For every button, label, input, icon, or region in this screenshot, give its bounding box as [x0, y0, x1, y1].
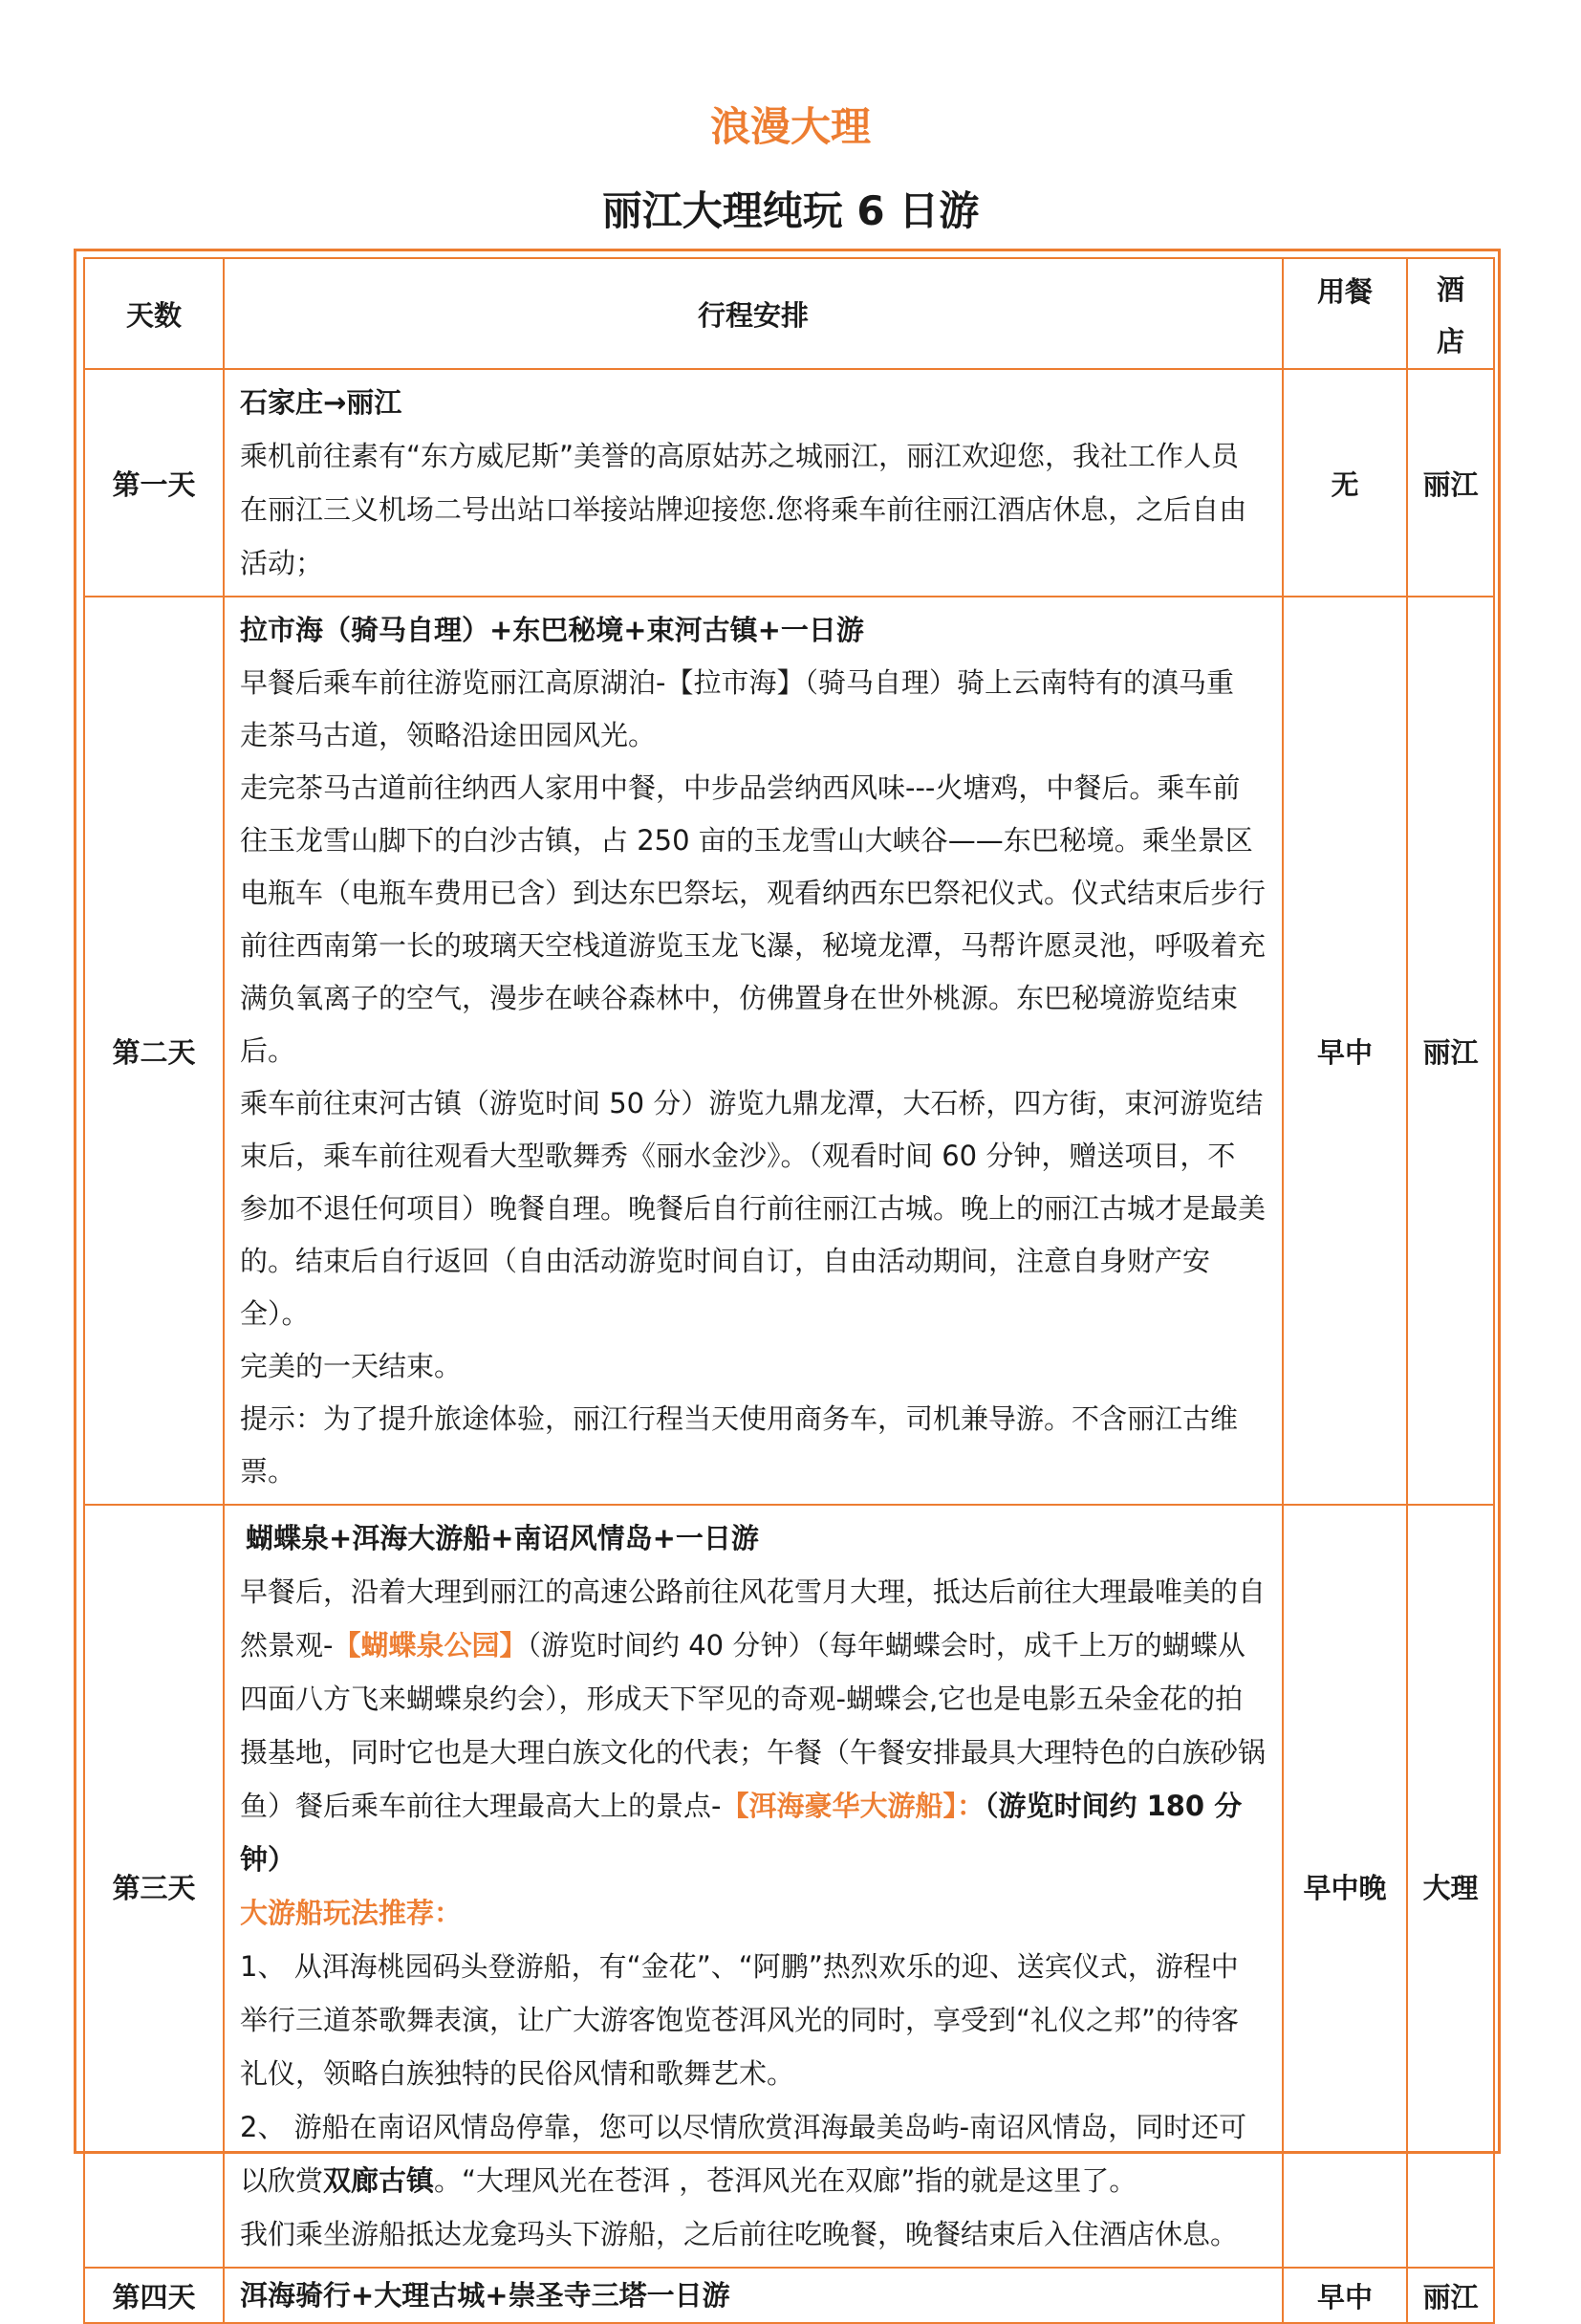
plan-heading: 石家庄→丽江 [240, 386, 402, 419]
highlight-spot: 【洱海豪华大游船】： [721, 1790, 985, 1822]
meal-cell: 早中晚 [1283, 1505, 1407, 2268]
day-label: 第三天 [84, 1505, 224, 2268]
plan-line: 提示：为了提升旅途体验，丽江行程当天使用商务车，司机兼导游。不含丽江古维票。 [240, 1402, 1239, 1488]
itinerary-table [83, 257, 1495, 2324]
plan-line: 往玉龙雪山脚下的白沙古镇，占 250 亩的玉龙雪山大峡谷——东巴秘境。乘坐景区 [240, 824, 1253, 857]
table-row [84, 369, 1494, 597]
plan-line: 我们乘坐游船抵达龙龛玛头下游船，之后前往吃晚餐，晚餐结束后入住酒店休息。 [240, 2218, 1239, 2250]
header-hotel-line2: 店 [1436, 325, 1464, 358]
plan-line [240, 1779, 1268, 1833]
plan-line: 的。结束后自行返回（自由活动游览时间自订，自由活动期间，注意自身财产安全）。 [240, 1245, 1211, 1330]
document-subtitle: 丽江大理纯玩 6 日游 [601, 187, 980, 234]
plan-line: 前往西南第一长的玻璃天空栈道游览玉龙飞瀑，秘境龙潭，马帮许愿灵池，呼吸着充 [240, 929, 1267, 962]
plan-line: 1、 从洱海桃园码头登游船，有“金花”、“阿鹏”热烈欢乐的迎、送宾仪式，游程中 [240, 1950, 1239, 1983]
plan-line: 早餐后，沿着大理到丽江的高速公路前往风花雪月大理，抵达后前往大理最唯美的自 [240, 1575, 1267, 1608]
meal-cell: 早中 [1283, 597, 1407, 1505]
plan-line: 礼仪，领略白族独特的民俗风情和歌舞艺术。 [240, 2057, 795, 2090]
plan-line: 2、 游船在南诏风情岛停靠，您可以尽情欣赏洱海最美岛屿-南诏风情岛，同时还可 [240, 2111, 1247, 2143]
plan-heading: 蝴蝶泉+洱海大游船+南诏风情岛+一日游 [246, 1522, 759, 1554]
document-title: 浪漫大理 [709, 103, 871, 150]
meal-cell: 早中 [1283, 2268, 1407, 2323]
plan-line: 在丽江三义机场二号出站口举接站牌迎接您.您将乘车前往丽江酒店休息，之后自由 [240, 493, 1247, 526]
plan-line: 活动； [240, 547, 324, 579]
plan-line: 乘机前往素有“东方威尼斯”美誉的高原姑苏之城丽江，丽江欢迎您，我社工作人员 [240, 440, 1240, 472]
plan-text-bold: 双廊古镇 [323, 2164, 435, 2197]
plan-line: 钟） [240, 1843, 296, 1876]
plan-cell [224, 597, 1283, 1505]
plan-line: 参加不退任何项目）晚餐自理。晚餐后自行前往丽江古城。晚上的丽江古城才是最美 [240, 1192, 1267, 1225]
plan-line: 电瓶车（电瓶车费用已含）到达东巴祭坛，观看纳西东巴祭祀仪式。仪式结束后步行 [240, 877, 1267, 909]
plan-heading: 洱海骑行+大理古城+崇圣寺三塔一日游 [240, 2279, 730, 2312]
plan-cell [224, 2268, 1283, 2323]
plan-line: 举行三道茶歌舞表演，让广大游客饱览苍洱风光的同时，享受到“礼仪之邦”的待客 [240, 2004, 1240, 2036]
hotel-cell: 大理 [1407, 1505, 1494, 2268]
plan-text: （游览时间约 40 分钟）（每年蝴蝶会时，成千上万的蝴蝶从 [527, 1629, 1245, 1662]
plan-line: 满负氧离子的空气，漫步在峡谷森林中，仿佛置身在世外桃源。东巴秘境游览结束后。 [240, 982, 1239, 1067]
plan-line: 四面八方飞来蝴蝶泉约会），形成天下罕见的奇观-蝴蝶会,它也是电影五朵金花的拍 [240, 1683, 1244, 1715]
hotel-cell: 丽江 [1407, 369, 1494, 597]
header-row [84, 258, 1494, 369]
meal-cell: 无 [1283, 369, 1407, 597]
hotel-cell: 丽江 [1407, 2268, 1494, 2323]
section-subheading: 大游船玩法推荐： [240, 1897, 463, 1929]
plan-line: 乘车前往束河古镇（游览时间 50 分）游览九鼎龙潭，大石桥，四方街，束河游览结 [240, 1087, 1264, 1119]
hotel-cell: 丽江 [1407, 597, 1494, 1505]
highlight-spot: 【蝴蝶泉公园】 [333, 1629, 528, 1662]
plan-text-bold: （游览时间约 180 分 [984, 1790, 1243, 1822]
plan-text: 。“大理风光在苍洱 ，苍洱风光在双廊”指的就是这里了。 [434, 2164, 1137, 2197]
plan-text: 鱼）餐后乘车前往大理最高大上的景点- [240, 1790, 722, 1822]
plan-text: 然景观- [240, 1629, 334, 1662]
plan-line [240, 2154, 1268, 2207]
header-plan: 行程安排 [224, 258, 1283, 369]
day-label: 第一天 [84, 369, 224, 597]
table-row [84, 2268, 1494, 2323]
table-row [84, 1505, 1494, 2268]
header-hotel-line1: 酒 [1436, 273, 1464, 306]
plan-line: 束后，乘车前往观看大型歌舞秀《丽水金沙》。（观看时间 60 分钟，赠送项目，不 [240, 1140, 1236, 1172]
plan-line [240, 1618, 1268, 1672]
header-day: 天数 [84, 258, 224, 369]
table-row [84, 597, 1494, 1505]
plan-heading: 拉市海（骑马自理）+东巴秘境+束河古镇+一日游 [240, 614, 864, 646]
day-label: 第四天 [84, 2268, 224, 2323]
day-label: 第二天 [84, 597, 224, 1505]
plan-line: 走茶马古道，领略沿途田园风光。 [240, 719, 657, 751]
plan-line: 走完茶马古道前往纳西人家用中餐，中步品尝纳西风味---火塘鸡，中餐后。乘车前 [240, 771, 1241, 804]
plan-line: 完美的一天结束。 [240, 1350, 463, 1382]
plan-line: 摄基地，同时它也是大理白族文化的代表；午餐（午餐安排最具大理特色的白族砂锅 [240, 1736, 1267, 1769]
plan-line: 早餐后乘车前往游览丽江高原湖泊-【拉市海】（骑马自理）骑上云南特有的滇马重 [240, 666, 1234, 699]
plan-cell [224, 1505, 1283, 2268]
plan-cell [224, 369, 1283, 597]
header-hotel [1407, 258, 1494, 369]
plan-text: 以欣赏 [240, 2164, 324, 2197]
header-meal: 用餐 [1283, 258, 1407, 369]
